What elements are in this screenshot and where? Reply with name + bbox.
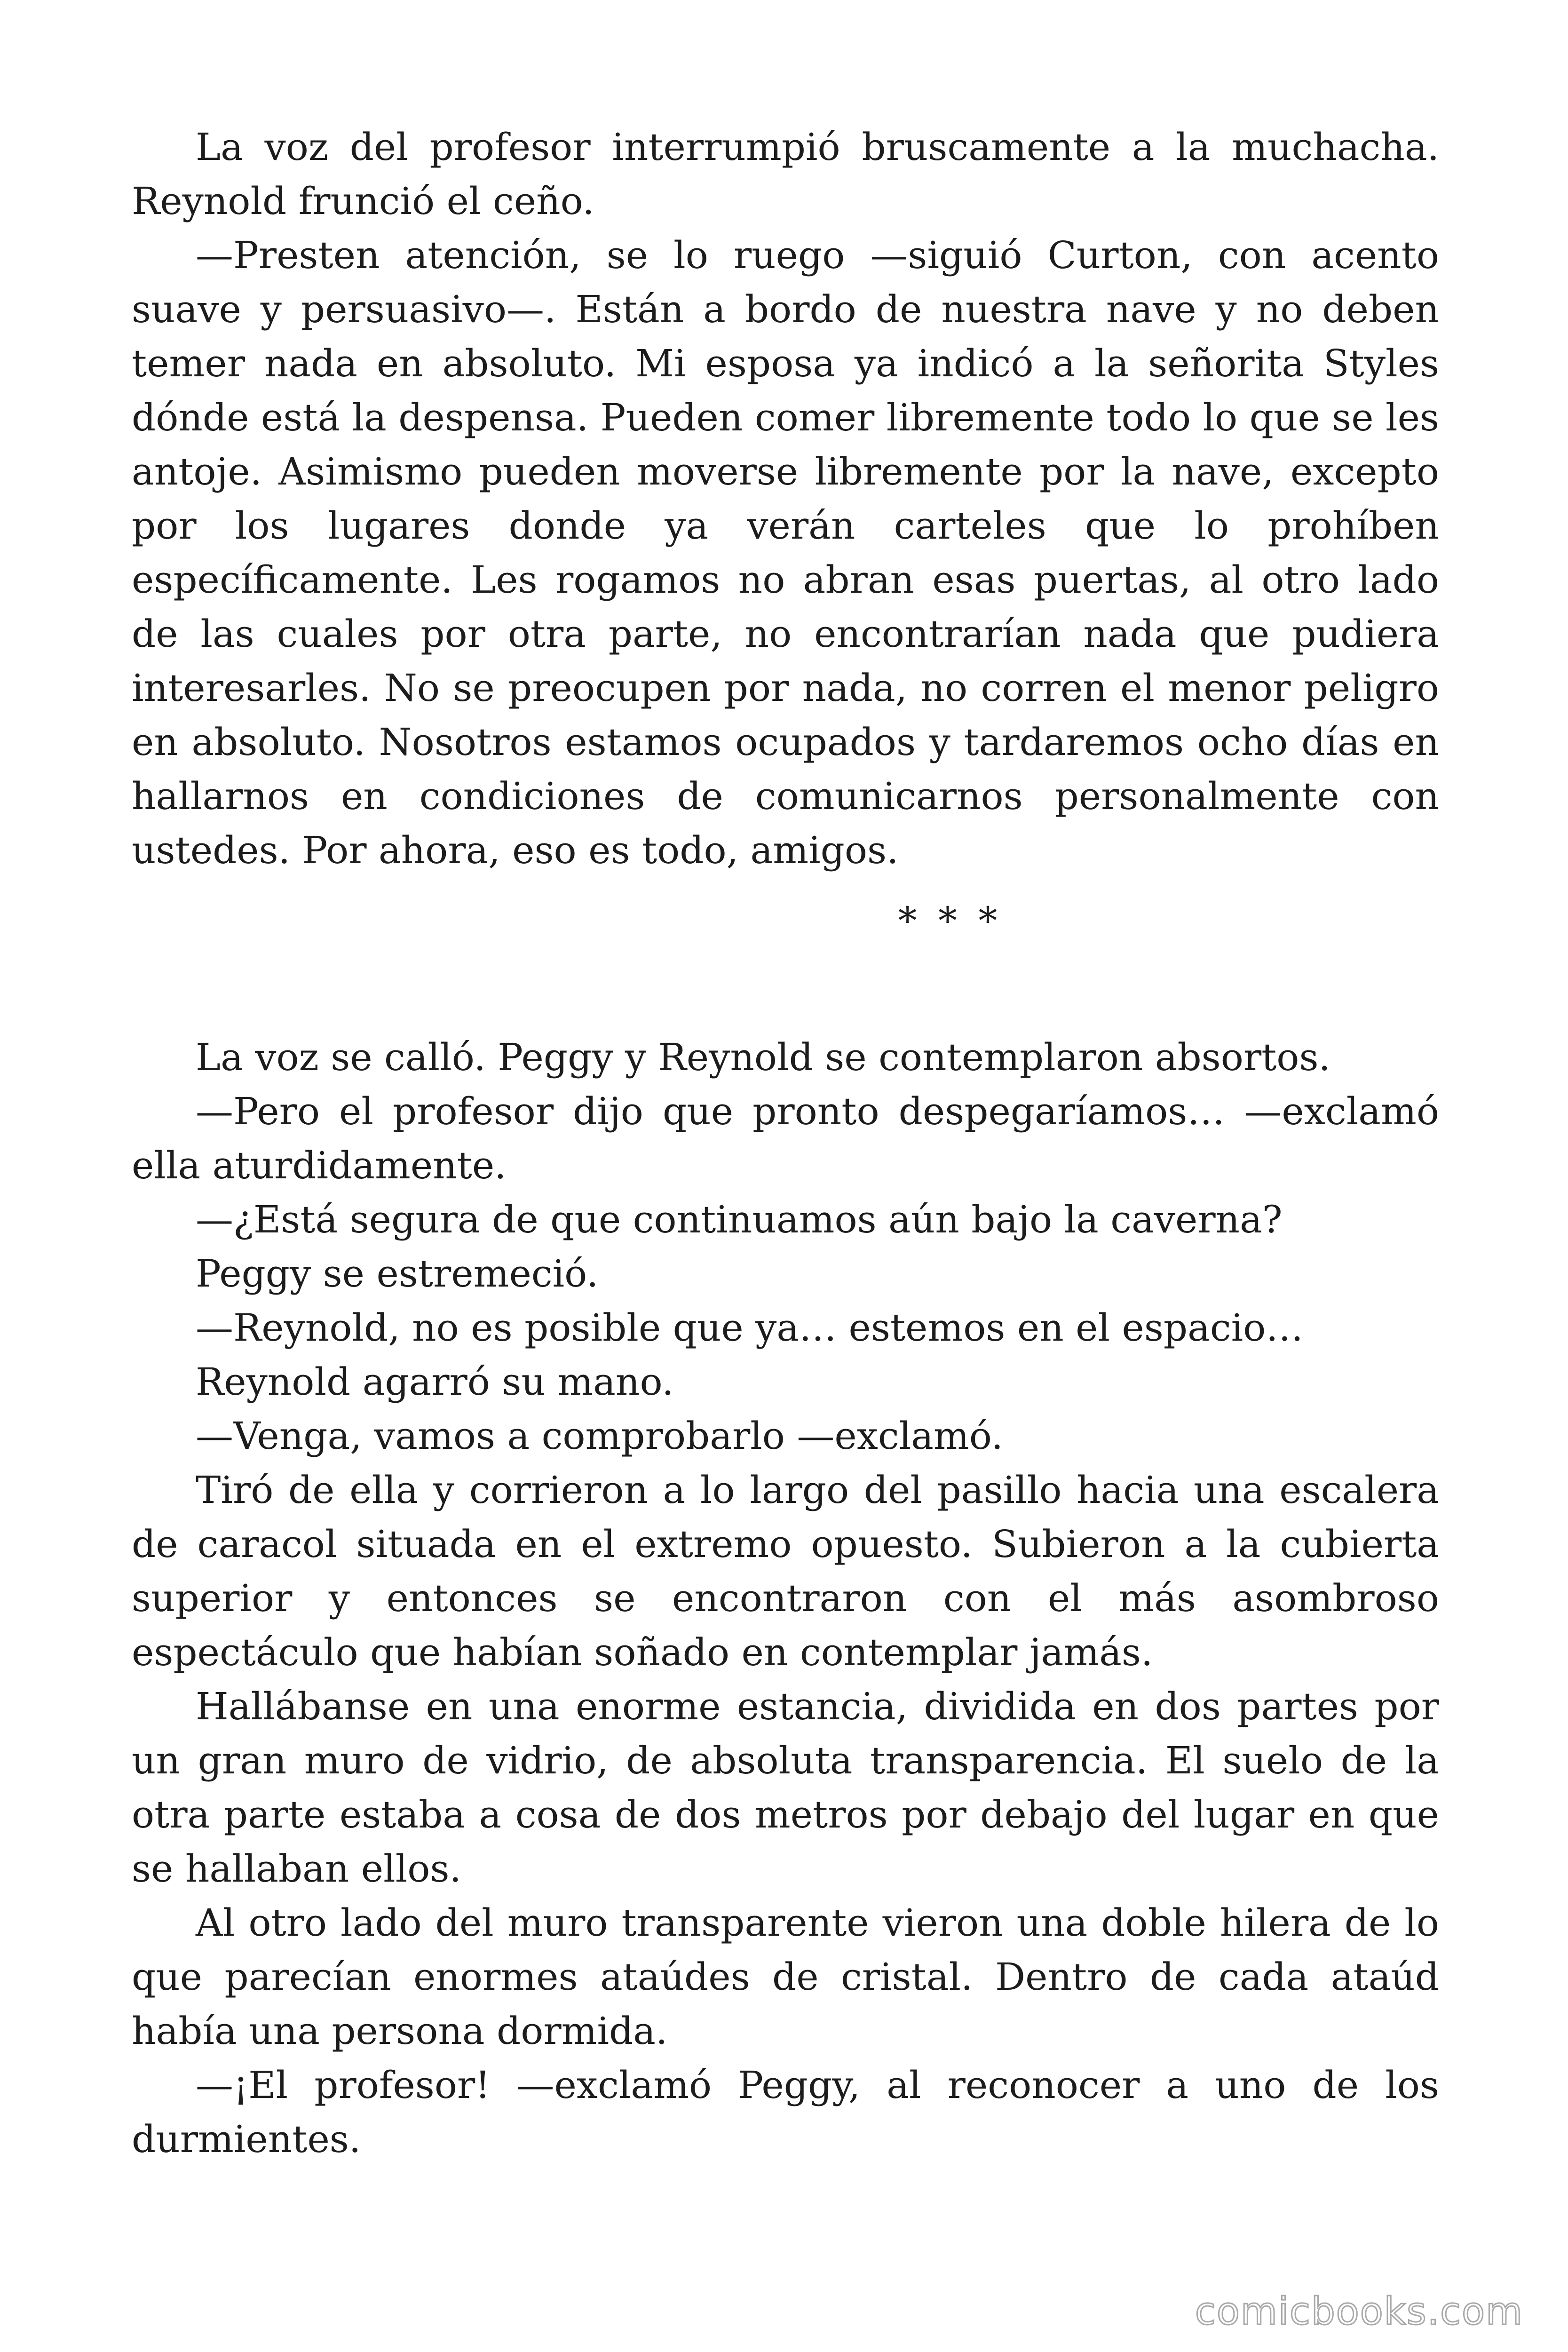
paragraph: Hallábanse en una enorme estancia, dividida en dos partes por un gran muro de vidrio, de absoluta transparencia. El suelo de la otra parte estaba a cosa de dos metros por debajo del lugar en que se hallaban ellos. — [132, 1685, 1439, 1891]
paragraph: Peggy se estremeció. — [196, 1252, 599, 1295]
paragraph: —¡El profesor! —exclamó Peggy, al reconocer a uno de los durmientes. — [132, 2063, 1439, 2161]
paragraph: —Venga, vamos a comprobarlo —exclamó. — [196, 1414, 1003, 1458]
paragraph: La voz del profesor interrumpió bruscamente a la muchacha. Reynold frunció el ceño. — [132, 125, 1439, 223]
paragraph: —Reynold, no es posible que ya… estemos en el espacio… — [196, 1306, 1304, 1350]
paragraph: —¿Está segura de que continuamos aún bajo la caverna? — [196, 1198, 1283, 1241]
paragraph: —Pero el profesor dijo que pronto despegaríamos… —exclamó ella aturdidamente. — [132, 1089, 1439, 1187]
section-separator: * * * — [898, 899, 1002, 943]
page-body — [132, 120, 1439, 2166]
paragraph: La voz se calló. Peggy y Reynold se contemplaron absortos. — [196, 1035, 1330, 1079]
paragraph: Al otro lado del muro transparente vieron una doble hilera de lo que parecían enormes ataúdes de cristal. Dentro de cada ataúd había una persona dormida. — [132, 1901, 1439, 2053]
section-spacer — [132, 948, 1439, 1030]
paragraph: Reynold agarró su mano. — [196, 1360, 674, 1404]
watermark: comicbooks.com — [1195, 2289, 1523, 2333]
paragraph: Tiró de ella y corrieron a lo largo del pasillo hacia una escalera de caracol situada en el extremo opuesto. Subieron a la cubierta superior y entonces se encontraron con el más asombroso espectáculo que habían soñado en contemplar jamás. — [132, 1468, 1439, 1674]
paragraph: —Presten atención, se lo ruego —siguió Curton, con acento suave y persuasivo—. Están a bordo de nuestra nave y no deben temer nada en absoluto. Mi esposa ya indicó a la señorita Styles dónde está la despensa. Pueden comer libremente todo lo que se les antoje. Asimismo pueden moverse libremente por la nave, excepto por los lugares donde ya verán carteles que lo prohíben específicamente. Les rogamos no abran esas puertas, al otro lado de las cuales por otra parte, no encontrarían nada que pudiera interesarles. No se preocupen por nada, no corren el menor peligro en absoluto. Nosotros estamos ocupados y tardaremos ocho días en hallarnos en condiciones de comunicarnos personalmente con ustedes. Por ahora, eso es todo, amigos. — [132, 233, 1439, 872]
